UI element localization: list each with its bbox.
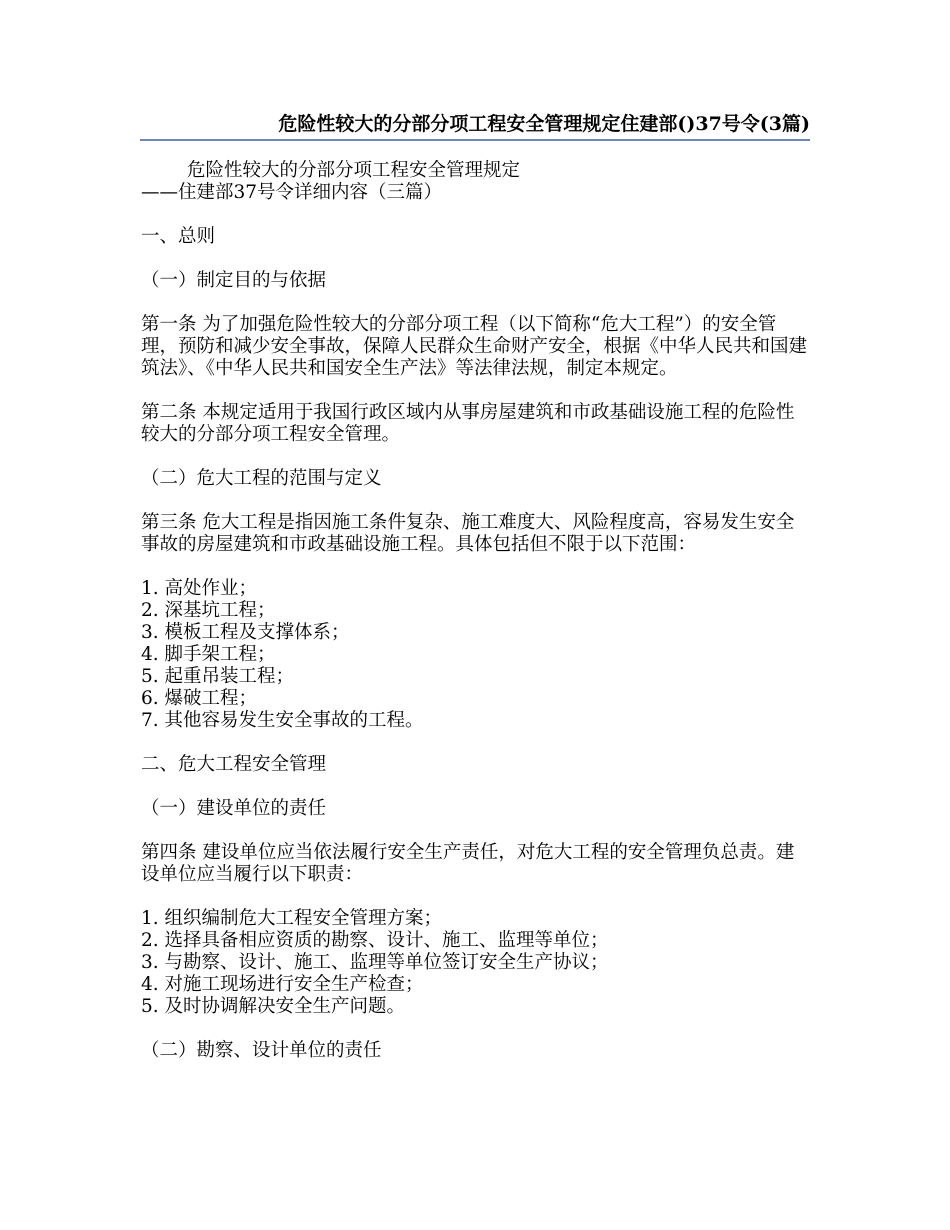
subsection-heading-scope: （二）危大工程的范围与定义 [141, 468, 382, 489]
list-item: 4. 对施工现场进行安全生产检查； [141, 974, 424, 995]
duty-list [141, 908, 811, 1018]
list-item: 7. 其他容易发生安全事故的工程。 [141, 710, 424, 731]
article-1: 第一条 为了加强危险性较大的分部分项工程（以下简称“危大工程”）的安全管理，预防和减少安全事故，保障人民群众生命财产安全，根据《中华人民共和国建筑法》、《中华人民共和国安全生产法》等法律法规，制定本规定。 [141, 314, 808, 379]
article-3: 第三条 危大工程是指因施工条件复杂、施工难度大、风险程度高，容易发生安全事故的房屋建筑和市政基础设施工程。具体包括但不限于以下范围： [141, 512, 795, 555]
subsection-heading-owner: （一）建设单位的责任 [141, 798, 327, 819]
article-2: 第二条 本规定适用于我国行政区域内从事房屋建筑和市政基础设施工程的危险性较大的分部分项工程安全管理。 [141, 402, 795, 445]
list-item: 3. 模板工程及支撑体系； [141, 622, 350, 643]
document-title: 危险性较大的分部分项工程安全管理规定住建部()37号令(3篇) [278, 113, 810, 135]
list-item: 5. 及时协调解决安全生产问题。 [141, 996, 406, 1017]
document-body [141, 160, 811, 1062]
subsection-heading-survey-design: （二）勘察、设计单位的责任 [141, 1040, 382, 1061]
subsection-heading-purpose: （一）制定目的与依据 [141, 270, 327, 291]
list-item: 1. 组织编制危大工程安全管理方案； [141, 908, 443, 929]
subtitle-line-2: ——住建部37号令详细内容（三篇） [141, 182, 443, 203]
section-heading-general: 一、总则 [141, 226, 216, 247]
article-4: 第四条 建设单位应当依法履行安全生产责任，对危大工程的安全管理负总责。建设单位应当履行以下职责： [141, 842, 795, 885]
list-item: 4. 脚手架工程； [141, 644, 276, 665]
scope-list [141, 578, 811, 732]
list-item: 2. 选择具备相应资质的勘察、设计、施工、监理等单位； [141, 930, 609, 951]
section-heading-management: 二、危大工程安全管理 [141, 754, 327, 775]
list-item: 2. 深基坑工程； [141, 600, 276, 621]
subtitle-line-1: 危险性较大的分部分项工程安全管理规定 [187, 160, 521, 181]
list-item: 3. 与勘察、设计、施工、监理等单位签订安全生产协议； [141, 952, 609, 973]
title-underline [140, 139, 810, 141]
list-item: 6. 爆破工程； [141, 688, 258, 709]
list-item: 5. 起重吊装工程； [141, 666, 295, 687]
list-item: 1. 高处作业； [141, 578, 258, 599]
